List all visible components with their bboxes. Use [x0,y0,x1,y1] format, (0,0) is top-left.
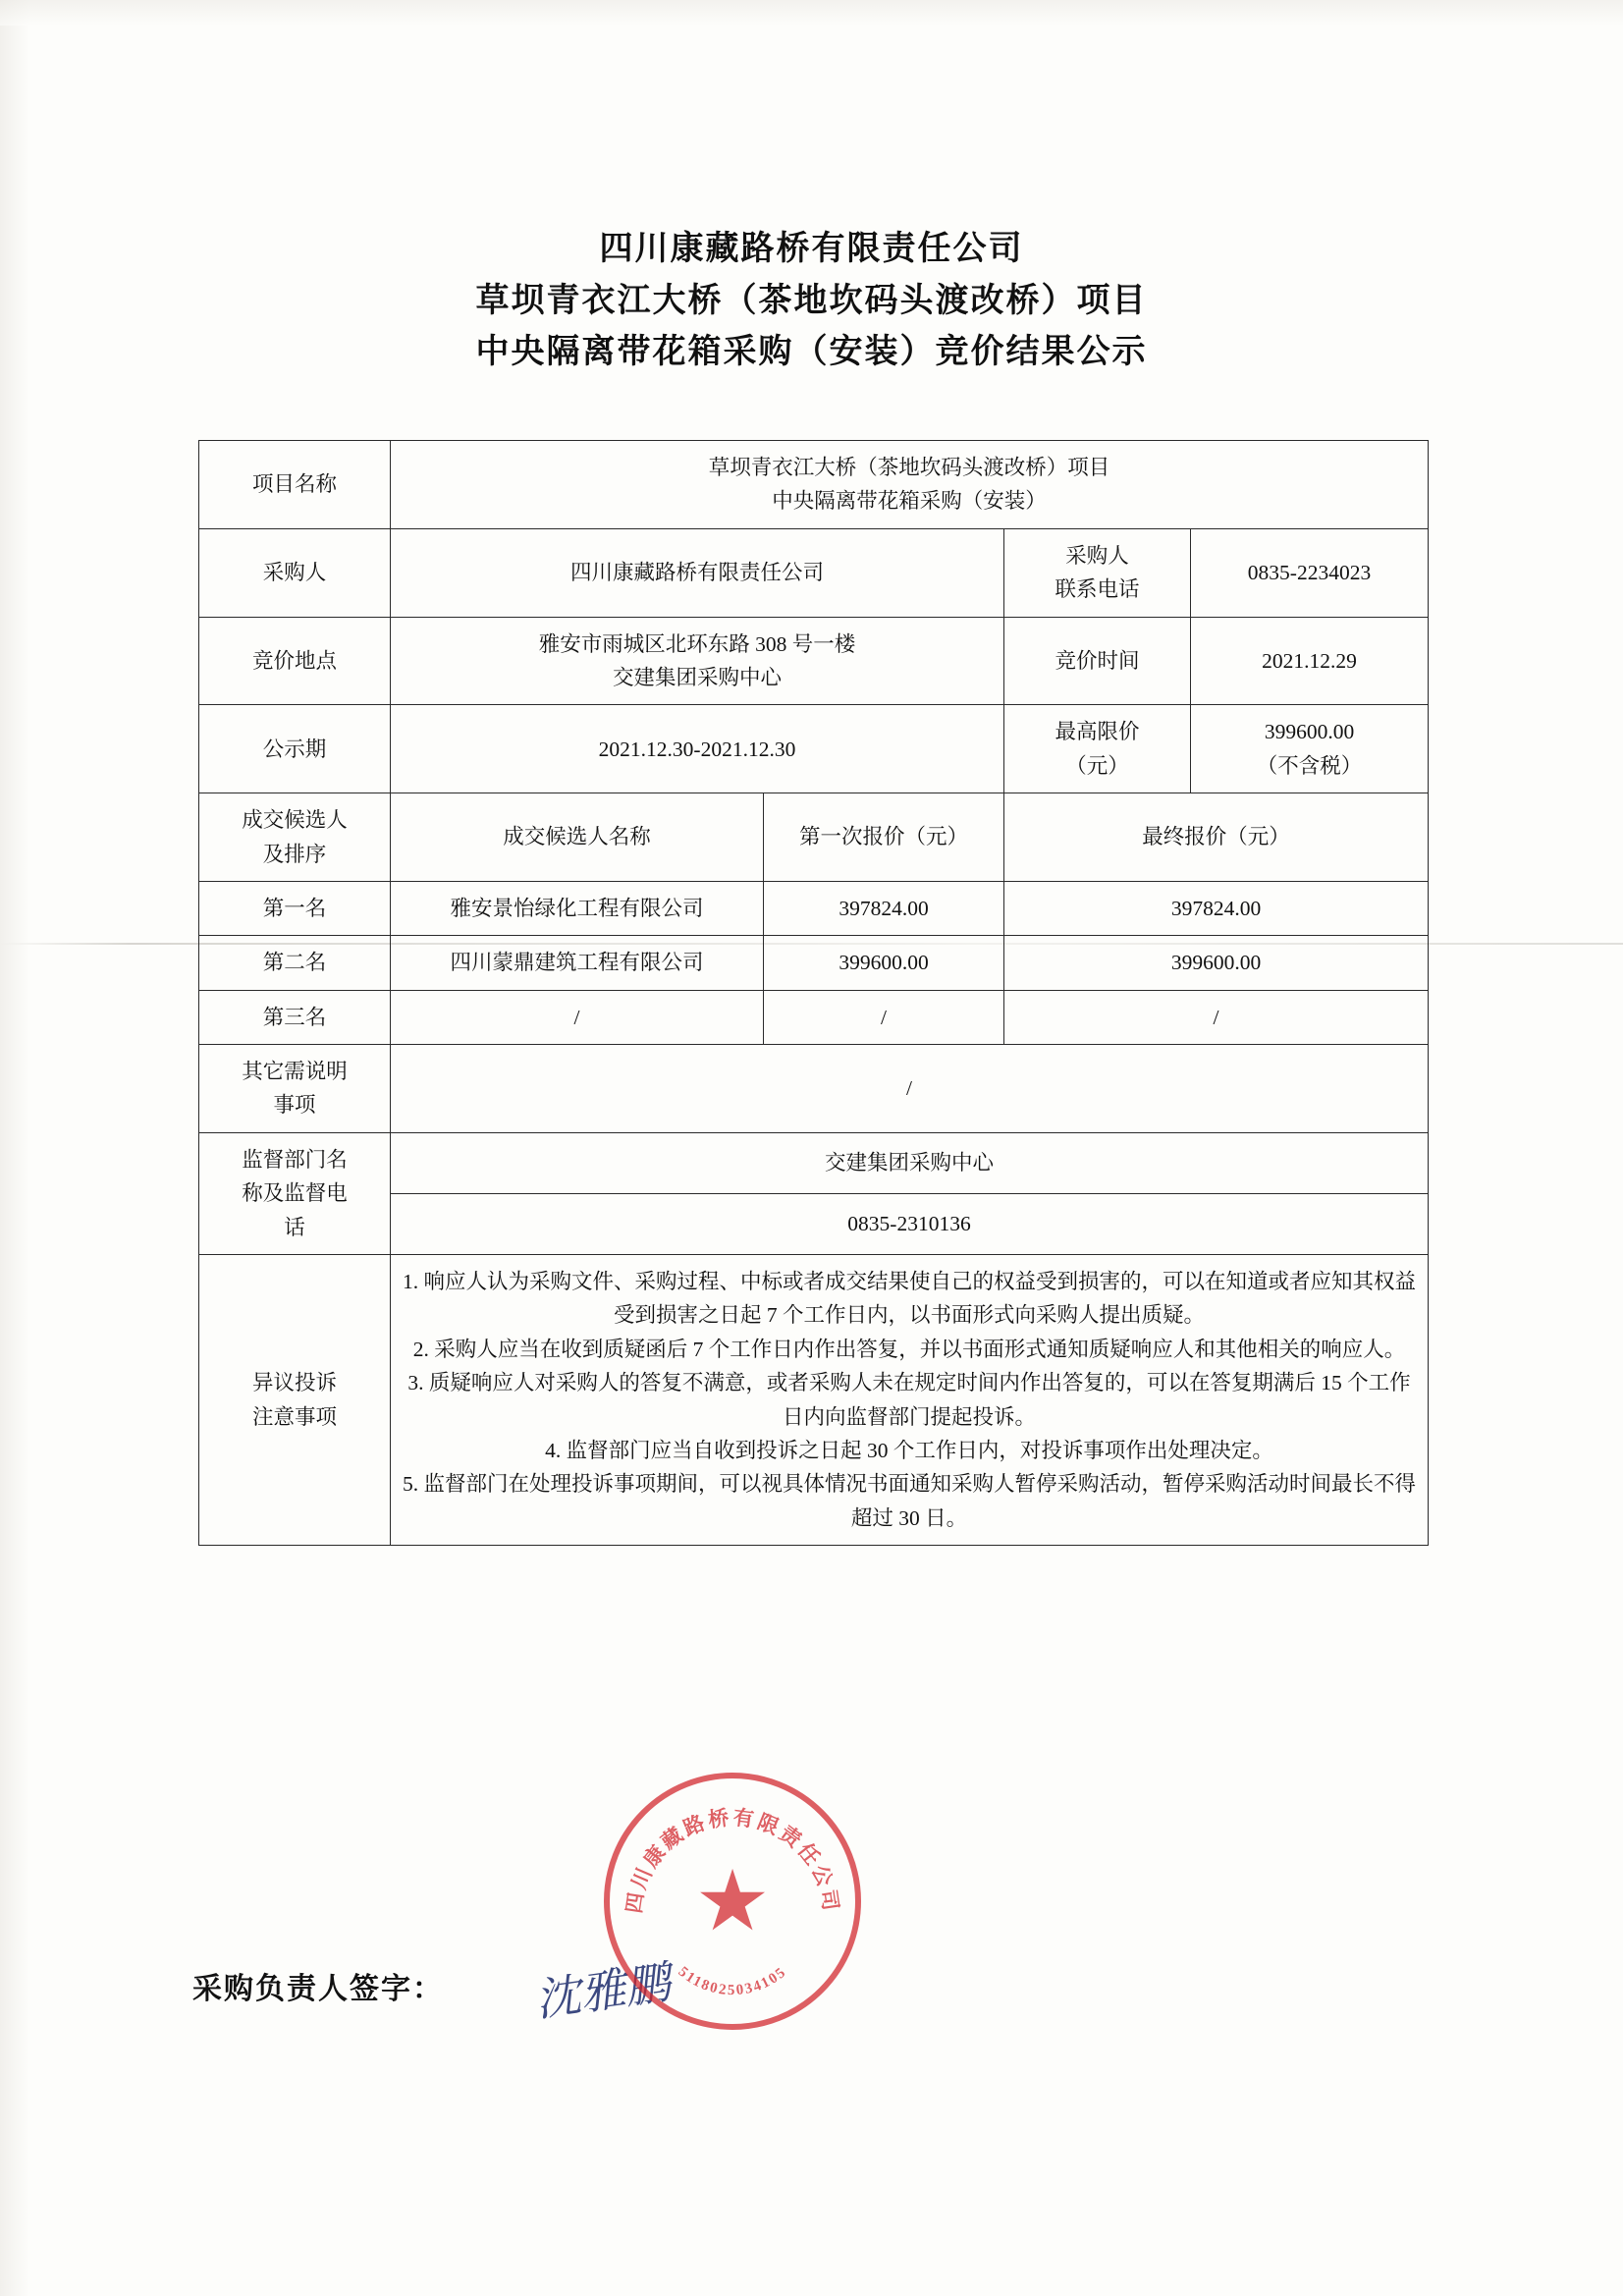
project-name-label: 项目名称 [199,441,391,529]
candidate-rank: 第一名 [199,881,391,935]
candidates-label-line1: 成交候选人 [242,808,348,833]
objection-clause: 3. 质疑响应人对采购人的答复不满意，或者采购人未在规定时间内作出答复的，可以在答复期满后 15 个工作日内向监督部门提起投诉。 [407,1371,1411,1429]
purchaser-value: 四川康藏路桥有限责任公司 [391,528,1004,617]
purchaser-phone-value: 0835-2234023 [1191,528,1429,617]
max-price-value-line2: （不含税） [1256,753,1363,778]
objection-clause: 4. 监督部门应当自收到投诉之日起 30 个工作日内，对投诉事项作出处理决定。 [545,1438,1273,1462]
candidate-first-offer: 399600.00 [764,936,1004,990]
purchaser-phone-label [1004,528,1191,617]
publicity-period-label: 公示期 [199,705,391,793]
signature-label: 采购负责人签字： [192,1973,444,2005]
other-notes-label-line2: 事项 [273,1093,316,1118]
objection-clause: 2. 采购人应当在收到质疑函后 7 个工作日内作出答复，并以书面形式通知质疑响应人和其他相关的响应人。 [412,1337,1406,1361]
candidate-name: 四川蒙鼎建筑工程有限公司 [391,936,764,990]
table-row-publicity-period [199,705,1429,793]
handwritten-signature: 沈雅鹏 [532,1957,674,2026]
other-notes-label-line1: 其它需说明 [242,1060,348,1084]
objection-label [199,1255,391,1546]
bidding-time-label: 竞价时间 [1004,617,1191,705]
candidate-first-offer: 397824.00 [764,881,1004,935]
table-row-bidding-place [199,617,1429,705]
bidding-place-value-line1: 雅安市雨城区北环东路 308 号一楼 [538,631,856,656]
svg-text:5118025034105: 5118025034105 [675,1963,790,1999]
table-row-project-name [199,441,1429,529]
paper-edge-shadow-top [0,0,1623,26]
table-row [199,990,1429,1044]
table-row-candidates-header [199,793,1429,882]
final-offer-header: 最终报价（元） [1004,793,1429,882]
candidate-final-offer: 397824.00 [1004,881,1429,935]
result-table [198,440,1429,1546]
purchaser-label: 采购人 [199,528,391,617]
bidding-place-value [391,617,1004,705]
objection-clauses [391,1255,1429,1546]
supervision-label [199,1132,391,1254]
max-price-label-line2: （元） [1065,753,1129,778]
candidates-label-line2: 及排序 [262,842,327,866]
table-row-other-notes [199,1045,1429,1133]
objection-label-line2: 注意事项 [251,1404,337,1429]
supervision-dept-value: 交建集团采购中心 [391,1132,1429,1193]
purchaser-phone-label-line2: 联系电话 [1055,577,1140,602]
project-name-value-line2: 中央隔离带花箱采购（安装） [772,489,1047,514]
candidate-first-offer: / [764,990,1004,1044]
table-row-supervision-dept [199,1132,1429,1193]
document-title [0,224,1623,379]
candidates-label [199,793,391,882]
first-offer-header: 第一次报价（元） [764,793,1004,882]
candidate-rank: 第二名 [199,936,391,990]
svg-text:四川康藏路桥有限责任公司: 四川康藏路桥有限责任公司 [622,1805,843,1915]
bidding-time-value: 2021.12.29 [1191,617,1429,705]
supervision-label-line2: 称及监督电 [242,1181,348,1206]
title-line-2: 草坝青衣江大桥（茶地坎码头渡改桥）项目 [475,282,1148,319]
table-row-objection [199,1255,1429,1546]
publicity-period-value: 2021.12.30-2021.12.30 [391,705,1004,793]
max-price-label [1004,705,1191,793]
candidate-rank: 第三名 [199,990,391,1044]
supervision-label-line3: 话 [284,1215,305,1239]
supervision-label-line1: 监督部门名 [242,1147,348,1172]
candidate-name-header: 成交候选人名称 [391,793,764,882]
project-name-value-line1: 草坝青衣江大桥（茶地坎码头渡改桥）项目 [708,456,1110,479]
purchaser-phone-label-line1: 采购人 [1065,543,1129,568]
bidding-place-label: 竞价地点 [199,617,391,705]
title-line-1: 四川康藏路桥有限责任公司 [599,231,1024,267]
other-notes-value: / [391,1045,1429,1133]
table-row [199,881,1429,935]
max-price-label-line1: 最高限价 [1055,720,1140,744]
title-line-3: 中央隔离带花箱采购（安装）竞价结果公示 [475,334,1148,371]
bidding-place-value-line2: 交建集团采购中心 [612,665,782,689]
other-notes-label [199,1045,391,1133]
candidate-final-offer: 399600.00 [1004,936,1429,990]
project-name-value [391,441,1429,529]
max-price-value-line1: 399600.00 [1264,720,1355,744]
table-row [199,936,1429,990]
candidate-name: / [391,990,764,1044]
supervision-phone-value: 0835-2310136 [391,1193,1429,1254]
table-row-purchaser [199,528,1429,617]
candidate-name: 雅安景怡绿化工程有限公司 [391,881,764,935]
objection-clause: 5. 监督部门在处理投诉事项期间，可以视具体情况书面通知采购人暂停采购活动，暂停采购活动时间最长不得超过 30 日。 [403,1472,1417,1530]
max-price-value [1191,705,1429,793]
objection-label-line1: 异议投诉 [251,1371,337,1395]
objection-clause: 1. 响应人认为采购文件、采购过程、中标或者成交结果使自己的权益受到损害的，可以在知道或者应知其权益受到损害之日起 7 个工作日内，以书面形式向采购人提出质疑。 [403,1270,1417,1328]
candidate-final-offer: / [1004,990,1429,1044]
